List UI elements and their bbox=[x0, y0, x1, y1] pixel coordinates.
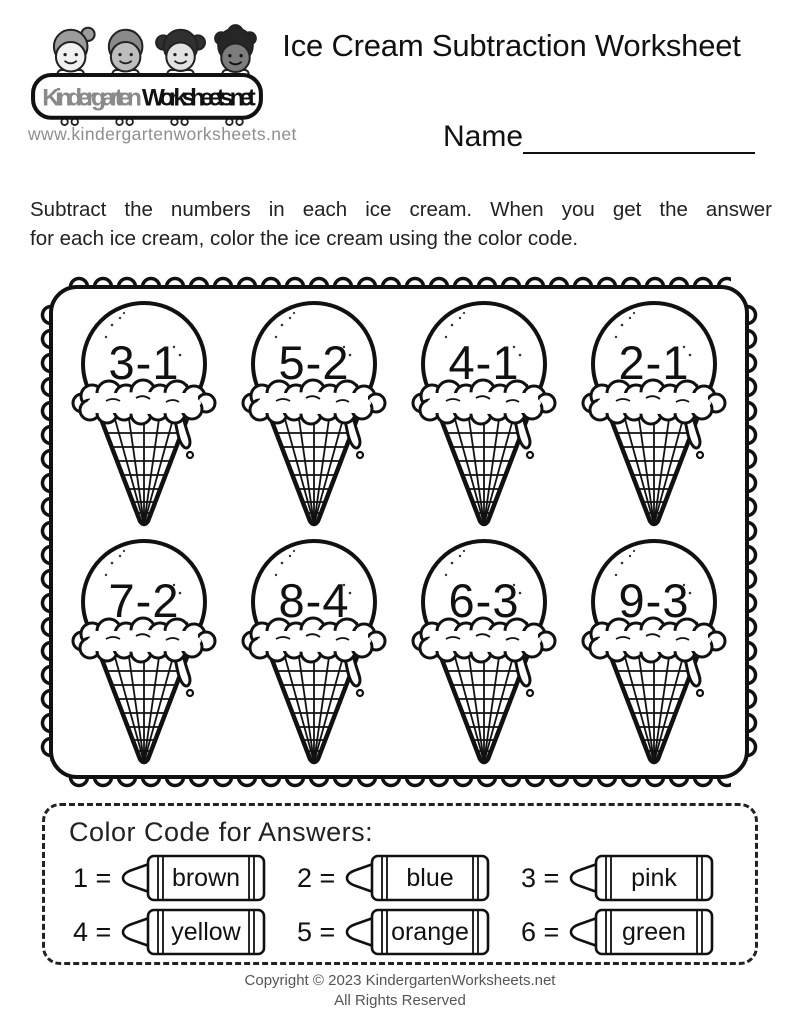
ice-cream-icon bbox=[404, 297, 564, 532]
scallop-border-top bbox=[67, 275, 731, 287]
crayon-icon bbox=[342, 852, 492, 904]
crayon-icon bbox=[118, 852, 268, 904]
ice-cream-card bbox=[404, 297, 564, 532]
color-code-item bbox=[521, 906, 745, 958]
subtraction-problem: 2-1 bbox=[618, 336, 690, 389]
crayon-icon bbox=[566, 906, 716, 958]
page-title: Ice Cream Subtraction Worksheet bbox=[282, 28, 741, 63]
copyright-line: Copyright © 2023 KindergartenWorksheets.net bbox=[244, 972, 556, 989]
crayon-color-label: brown bbox=[172, 864, 241, 892]
subtraction-problem: 4-1 bbox=[448, 336, 520, 389]
ice-cream-card bbox=[64, 297, 224, 532]
color-code-item bbox=[73, 852, 297, 904]
crayon-color-label: yellow bbox=[171, 918, 242, 946]
ice-cream-grid bbox=[53, 289, 745, 773]
ice-cream-icon bbox=[234, 297, 394, 532]
answer-number: 2 = bbox=[297, 862, 336, 893]
color-code-grid bbox=[45, 850, 755, 958]
kid-girl-ponytail-icon bbox=[54, 28, 95, 79]
crayon-color-label: green bbox=[622, 918, 687, 946]
crayon-icon bbox=[118, 906, 268, 958]
subtraction-problem: 5-2 bbox=[278, 336, 350, 389]
crayon-color-label: orange bbox=[391, 918, 470, 946]
color-code-item bbox=[73, 906, 297, 958]
subtraction-problem: 8-4 bbox=[278, 574, 350, 627]
scallop-border-bottom bbox=[67, 777, 731, 789]
subtraction-problem: 6-3 bbox=[448, 574, 520, 627]
color-code-heading: Color Code for Answers: bbox=[69, 817, 374, 847]
ice-cream-card bbox=[234, 535, 394, 770]
ice-cream-icon bbox=[64, 535, 224, 770]
subtraction-problem: 7-2 bbox=[108, 574, 180, 627]
kid-girl-pigtails-icon bbox=[156, 30, 205, 79]
color-code-item bbox=[297, 906, 521, 958]
subtraction-problem: 9-3 bbox=[618, 574, 690, 627]
crayon-color-label: blue bbox=[406, 864, 454, 892]
ice-cream-card bbox=[404, 535, 564, 770]
crayon-icon bbox=[342, 906, 492, 958]
ice-cream-icon bbox=[574, 297, 734, 532]
name-field bbox=[443, 118, 755, 154]
kindergarten-worksheets-logo bbox=[30, 16, 266, 132]
color-code-item bbox=[297, 852, 521, 904]
scallop-border-left bbox=[39, 303, 51, 761]
answer-number: 3 = bbox=[521, 862, 560, 893]
logo-text-black: Worksheets.net bbox=[141, 84, 256, 112]
ice-cream-card bbox=[64, 535, 224, 770]
ice-cream-card bbox=[574, 535, 734, 770]
crayon-icon bbox=[566, 852, 716, 904]
ice-cream-icon bbox=[404, 535, 564, 770]
footer bbox=[0, 971, 800, 1012]
logo-text-gray: Kindergarten bbox=[42, 84, 142, 112]
ice-cream-icon bbox=[574, 535, 734, 770]
kid-boy-icon bbox=[109, 30, 143, 79]
ice-cream-icon bbox=[234, 535, 394, 770]
answer-number: 1 = bbox=[73, 862, 112, 893]
ice-cream-panel bbox=[49, 285, 749, 779]
answer-number: 6 = bbox=[521, 916, 560, 947]
answer-number: 5 = bbox=[297, 916, 336, 947]
color-code-item bbox=[521, 852, 745, 904]
instructions-line1: Subtract the numbers in each ice cream. When you get the answer bbox=[30, 198, 772, 221]
ice-cream-icon bbox=[64, 297, 224, 532]
color-code-panel bbox=[42, 803, 758, 965]
name-blank-line bbox=[523, 118, 755, 154]
website-url: www.kindergartenworksheets.net bbox=[28, 124, 297, 144]
instructions-line2: for each ice cream, color the ice cream using the color code. bbox=[30, 226, 579, 250]
ice-cream-card bbox=[574, 297, 734, 532]
scallop-border-right bbox=[747, 303, 759, 761]
instructions bbox=[30, 196, 772, 253]
rights-line: All Rights Reserved bbox=[334, 992, 466, 1010]
name-label: Name bbox=[443, 120, 524, 153]
answer-number: 4 = bbox=[73, 916, 112, 947]
subtraction-problem: 3-1 bbox=[108, 336, 180, 389]
ice-cream-card bbox=[234, 297, 394, 532]
kid-boy-curly-icon bbox=[215, 25, 256, 79]
crayon-color-label: pink bbox=[631, 864, 678, 892]
